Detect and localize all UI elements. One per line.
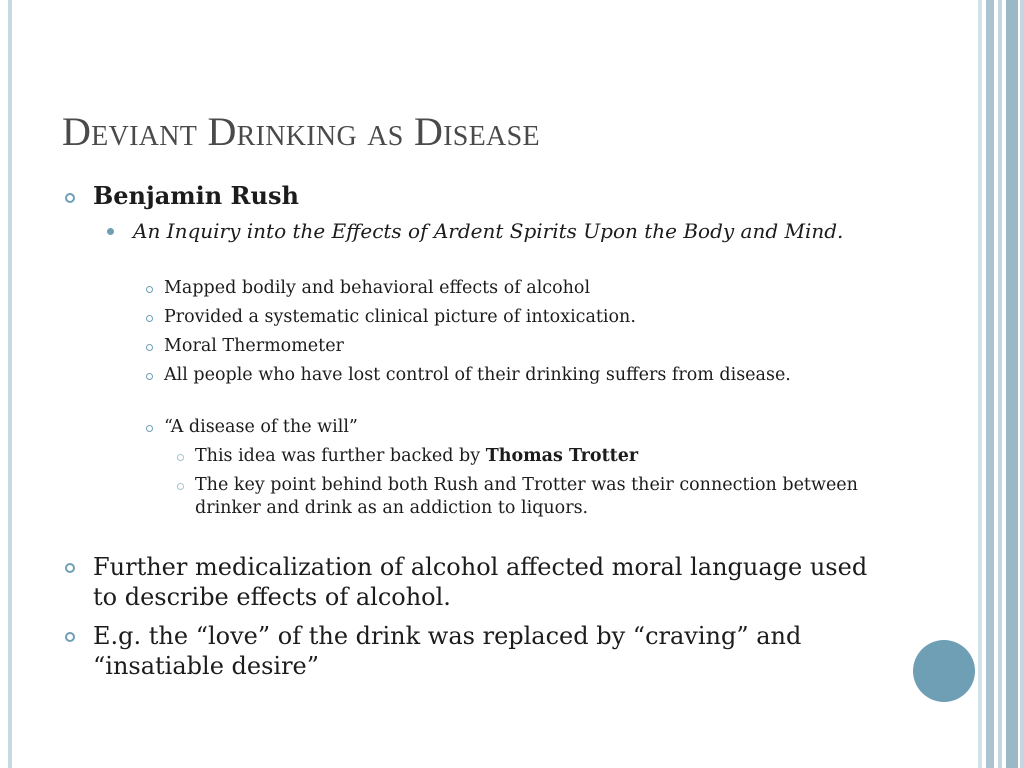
inquiry-title: An Inquiry into the Effects of Ardent Spirits Upon the Body and Mind.: [133, 219, 844, 243]
point-text: Mapped bodily and behavioral effects of alcohol: [164, 278, 591, 298]
ring-bullet-icon: [146, 315, 153, 322]
bullet-item-point: [164, 335, 884, 358]
bullet-item-example: [93, 621, 883, 681]
bullet-item-trotter: [195, 445, 875, 468]
bullet-item-point: [164, 306, 884, 329]
rush-heading: Benjamin Rush: [93, 181, 299, 210]
circle-bullet-icon: [65, 563, 75, 573]
circle-bullet-icon: [65, 193, 75, 203]
bullet-item-point: [164, 416, 884, 439]
ring-bullet-icon: [146, 344, 153, 351]
ring-bullet-icon: [146, 373, 153, 380]
small-ring-bullet-icon: [177, 483, 184, 490]
bullet-item-point: [164, 364, 884, 387]
small-ring-bullet-icon: [177, 454, 184, 461]
key-point-text: The key point behind both Rush and Trotter was their connection between drinker and drink as an addiction to liquors.: [195, 475, 858, 518]
bullet-item-inquiry: [133, 218, 893, 244]
point-text: “A disease of the will”: [164, 417, 358, 437]
bullet-item-rush: [93, 182, 913, 210]
point-text: Provided a systematic clinical picture of intoxication.: [164, 307, 636, 327]
dot-bullet-icon: [107, 228, 114, 235]
circle-bullet-icon: [65, 632, 75, 642]
bullet-item-point: [164, 277, 884, 300]
trotter-name: Thomas Trotter: [485, 446, 639, 466]
bullet-item-medicalization: [93, 552, 883, 612]
point-text: All people who have lost control of their drinking suffers from disease.: [164, 365, 791, 385]
medicalization-text: Further medicalization of alcohol affected moral language used to describe effects of alcohol.: [93, 553, 868, 611]
slide-title: Deviant Drinking as Disease: [62, 109, 540, 154]
example-text: E.g. the “love” of the drink was replaced by “craving” and “insatiable desire”: [93, 622, 802, 680]
trotter-prefix: This idea was further backed by: [195, 446, 486, 466]
ring-bullet-icon: [146, 425, 153, 432]
ring-bullet-icon: [146, 286, 153, 293]
point-text: Moral Thermometer: [164, 336, 344, 356]
bullet-item-key-point: [195, 474, 875, 520]
